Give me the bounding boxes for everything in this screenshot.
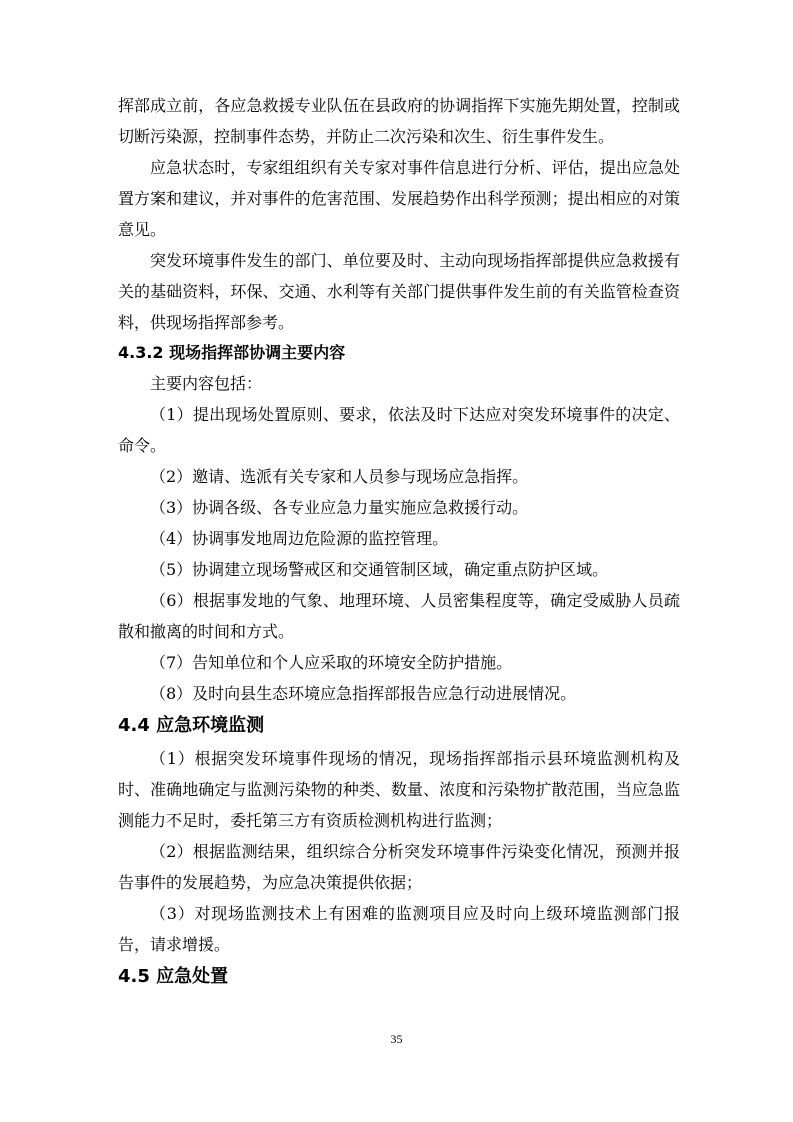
monitoring-item-2: （2）根据监测结果，组织综合分析突发环境事件污染变化情况，预测并报告事件的发展趋势，为应急决策提供依据； [118,842,680,892]
monitoring-item-3: （3）对现场监测技术上有困难的监测项目应及时向上级环境监测部门报告，请求增援。 [118,904,680,954]
page-number: 35 [390,1032,403,1046]
list-item-7: （7）告知单位和个人应采取的环境安全防护措施。 [150,653,513,672]
list-item-8: （8）及时向县生态环境应急指挥部报告应急行动进展情况。 [150,684,577,703]
list-item-6: （6）根据事发地的气象、地理环境、人员密集程度等，确定受威胁人员疏散和撤离的时间和方式。 [118,591,680,641]
monitoring-item-1: （1）根据突发环境事件现场的情况，现场指挥部指示县环境监测机构及时、准确地确定与监测污染物的种类、数量、浓度和污染物扩散范围，当应急监测能力不足时，委托第三方有资质检测机构进行监测； [118,749,680,830]
section-heading-4-3-2: 4.3.2 现场指挥部协调主要内容 [118,343,346,362]
list-item-3: （3）协调各级、各专业应急力量实施应急救援行动。 [150,498,529,517]
paragraph-continuation: 挥部成立前，各应急救援专业队伍在县政府的协调指挥下实施先期处置，控制或切断污染源，控制事件态势，并防止二次污染和次生、衍生事件发生。 [118,96,680,146]
list-item-4: （4）协调事发地周边危险源的监控管理。 [150,529,449,548]
section-heading-4-5: 4.5 应急处置 [118,966,229,987]
paragraph-expert-group: 应急状态时，专家组组织有关专家对事件信息进行分析、评估，提出应急处置方案和建议，并对事件的危害范围、发展趋势作出科学预测；提出相应的对策意见。 [118,158,680,239]
list-item-5: （5）协调建立现场警戒区和交通管制区域，确定重点防护区域。 [150,560,609,579]
paragraph-main-contents: 主要内容包括： [150,374,263,393]
list-item-1: （1）提出现场处置原则、要求，依法及时下达应对突发环境事件的决定、命令。 [118,405,680,455]
list-item-2: （2）邀请、选派有关专家和人员参与现场应急指挥。 [150,467,529,486]
section-heading-4-4: 4.4 应急环境监测 [118,715,265,736]
paragraph-departments: 突发环境事件发生的部门、单位要及时、主动向现场指挥部提供应急救援有关的基础资料，环保、交通、水利等有关部门提供事件发生前的有关监管检查资料，供现场指挥部参考。 [118,251,680,332]
document-body [118,90,680,994]
